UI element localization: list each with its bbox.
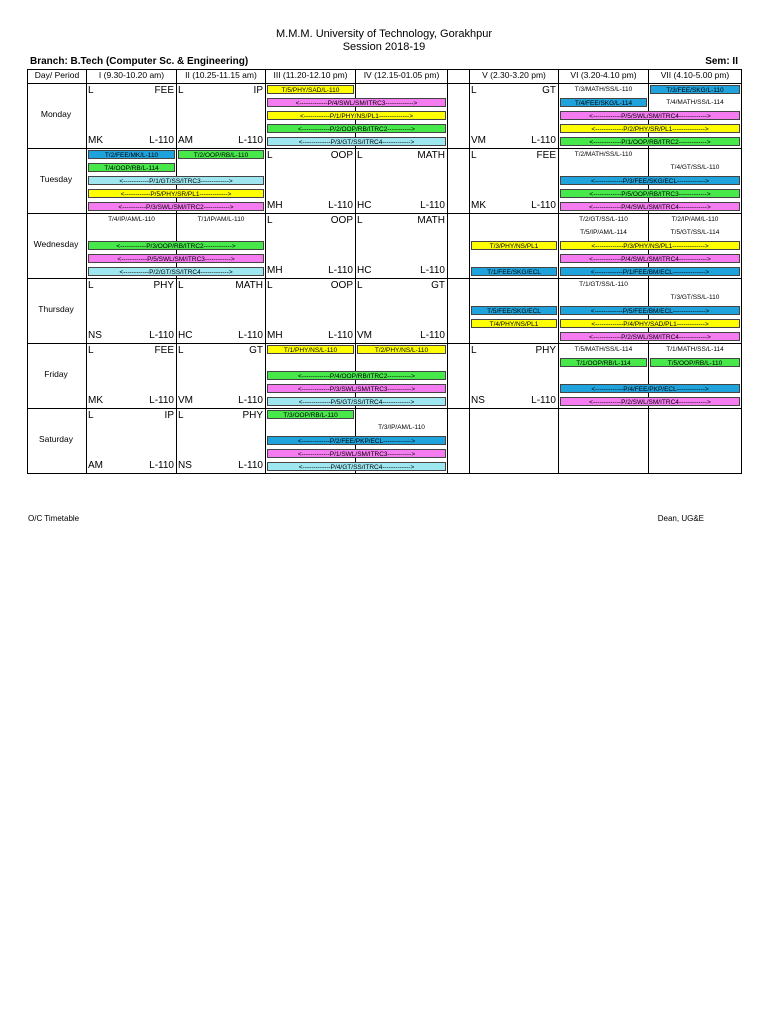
- lecture-room: L-110: [531, 200, 556, 211]
- period-header: VI (3.20-4.10 pm): [558, 69, 648, 82]
- tutorial-slot: T/3/PHY/NS/PL1: [471, 241, 557, 250]
- lecture-type: L: [88, 345, 94, 356]
- lecture-room: L-110: [238, 395, 263, 406]
- grid-line: [558, 69, 559, 473]
- period-header: V (2.30-3.20 pm): [469, 69, 558, 82]
- practical-slot: <-------------P/3/GT/SS/ITRC4------------->: [267, 137, 446, 146]
- grid-line: [86, 69, 87, 473]
- practical-slot: <-----------P/3/SWL/SM/ITRC2------------>: [88, 202, 264, 211]
- tutorial-slot: T/2/FEE/MK/L-110: [88, 150, 175, 159]
- lecture-subject: FEE: [154, 345, 174, 356]
- period-header: IV (12.15-01.05 pm): [355, 69, 447, 82]
- lecture-subject: IP: [253, 85, 263, 96]
- tutorial-slot: T/1/GT/SS/L-110: [579, 281, 628, 288]
- tutorial-slot: T/2/IP/AM/L-110: [671, 216, 719, 223]
- practical-slot: <-------------P/4/SWL/SM/ITRC3------------->: [267, 98, 446, 107]
- tutorial-slot: T/5/PHY/SAD/L-110: [267, 85, 354, 94]
- day-label: Thursday: [38, 304, 74, 314]
- lecture-teacher: MH: [267, 330, 283, 341]
- day-label: Wednesday: [33, 239, 79, 249]
- lecture-room: L-110: [149, 330, 174, 341]
- lecture-teacher: MH: [267, 200, 283, 211]
- lecture-room: L-110: [238, 135, 263, 146]
- tutorial-slot: T/5/GT/SS/L-114: [670, 229, 720, 236]
- practical-slot: <-------------P/2/OOP/RB/ITRC2----------->: [267, 124, 446, 133]
- day-label: Monday: [40, 109, 72, 119]
- practical-slot: <------------P/2/GT/SS/ITRC4------------->: [88, 267, 264, 276]
- lecture-teacher: MK: [88, 135, 103, 146]
- period-header: I (9.30-10.20 am): [86, 69, 176, 82]
- practical-slot: <-------------P/1/SWL/SM/ITRC3----------->: [267, 449, 446, 458]
- grid-line: [27, 408, 742, 409]
- practical-slot: <-------------P/3/PHY/NS/PL1--------------->: [560, 241, 740, 250]
- practical-slot: <-------------P/5/OOP/RB/ITRC3------------->: [560, 189, 740, 198]
- practical-slot: T/4/OOP/RB/L-114: [88, 163, 175, 172]
- lecture-teacher: AM: [178, 135, 193, 146]
- lecture-subject: PHY: [535, 345, 556, 356]
- lecture-type: L: [178, 85, 184, 96]
- tutorial-slot: T/2/GT/SS/L-110: [579, 216, 628, 223]
- lecture-teacher: NS: [88, 330, 102, 341]
- lecture-room: L-110: [328, 330, 353, 341]
- lecture-type: L: [267, 215, 273, 226]
- lecture-subject: GT: [431, 280, 445, 291]
- practical-slot: <-------------P/4/OOP/RB/ITRC2----------->: [267, 371, 446, 380]
- lecture-subject: FEE: [154, 85, 174, 96]
- tutorial-slot: T/3/IP/AM/L-110: [378, 424, 425, 431]
- practical-slot: <------------P/5/SWL/SM/ITRC3------------>: [88, 254, 264, 263]
- grid-line: [741, 69, 742, 473]
- practical-slot: T/1/OOP/RB/L-114: [560, 358, 647, 367]
- grid-line: [27, 83, 742, 84]
- lecture-type: L: [471, 345, 477, 356]
- period-header: Day/ Period: [27, 69, 86, 82]
- practical-slot: <------------P/1/GT/SS/ITRC3------------->: [88, 176, 264, 185]
- lecture-teacher: NS: [178, 460, 192, 471]
- lecture-room: L-110: [328, 200, 353, 211]
- practical-slot: <-------------P/2/FEE/PKP/ECL------------->: [267, 436, 446, 445]
- session-label: Session 2018-19: [342, 41, 426, 53]
- practical-slot: <------------P/1/PHY/NS/PL1-------------->: [267, 111, 446, 120]
- lecture-subject: PHY: [242, 410, 263, 421]
- practical-slot: <-------------P/4/PHY/SAD/PL1------------->: [560, 319, 740, 328]
- tutorial-slot: T/5/IP/AM/L-114: [580, 229, 627, 236]
- period-header: [447, 69, 469, 82]
- lecture-subject: GT: [249, 345, 263, 356]
- tutorial-slot: T/4/GT/SS/L-110: [670, 164, 720, 171]
- day-label: Tuesday: [39, 174, 73, 184]
- lecture-type: L: [471, 150, 477, 161]
- lecture-type: L: [471, 85, 477, 96]
- footer-right: Dean, UG&E: [657, 514, 704, 523]
- lecture-subject: OOP: [330, 280, 353, 291]
- lecture-room: L-110: [149, 395, 174, 406]
- grid-line: [27, 473, 742, 474]
- practical-slot: <-------------P/2/SWL/SM/ITRC4------------->: [560, 397, 740, 406]
- lecture-teacher: HC: [357, 265, 372, 276]
- tutorial-slot: T/3/GT/SS/L-110: [670, 294, 720, 301]
- period-header: III (11.20-12.10 pm): [265, 69, 355, 82]
- tutorial-slot: T/1/PHY/NS/L-110: [267, 345, 354, 354]
- lecture-room: L-110: [149, 135, 174, 146]
- practical-slot: <-------------P/5/GT/SS/ITRC4------------->: [267, 397, 446, 406]
- lecture-type: L: [178, 345, 184, 356]
- practical-slot: <-------------P/4/FEE/PKP/ECL------------->: [560, 384, 740, 393]
- grid-line: [27, 278, 742, 279]
- day-label: Friday: [44, 369, 68, 379]
- practical-slot: <-------------P/1/FEE/BM/ECL--------------->: [560, 267, 740, 276]
- tutorial-slot: T/4/MATH/SS/L-114: [666, 99, 724, 106]
- lecture-room: L-110: [238, 460, 263, 471]
- lecture-type: L: [88, 280, 94, 291]
- sem-label: Sem: II: [705, 56, 738, 67]
- tutorial-slot: T/4/PHY/NS/PL1: [471, 319, 557, 328]
- practical-slot: <-------------P/5/SWL/SM/ITRC4------------->: [560, 111, 740, 120]
- lecture-subject: FEE: [536, 150, 556, 161]
- tutorial-slot: T/2/PHY/NS/L-110: [357, 345, 446, 354]
- lecture-type: L: [357, 280, 363, 291]
- lecture-teacher: VM: [357, 330, 372, 341]
- lecture-teacher: MH: [267, 265, 283, 276]
- lecture-subject: PHY: [153, 280, 174, 291]
- grid-line: [27, 69, 742, 70]
- lecture-teacher: HC: [178, 330, 193, 341]
- tutorial-slot: T/5/FEE/SKG/ECL: [471, 306, 557, 315]
- tutorial-slot: T/3/MATH/SS/L-110: [574, 86, 633, 93]
- period-header: II (10.25-11.15 am): [176, 69, 265, 82]
- practical-slot: <-------------P/4/SWL/SM/ITRC4------------->: [560, 202, 740, 211]
- lecture-type: L: [88, 85, 94, 96]
- lecture-teacher: HC: [357, 200, 372, 211]
- lecture-teacher: NS: [471, 395, 485, 406]
- practical-slot: T/3/OOP/RB/L-110: [267, 410, 354, 419]
- practical-slot: <------------P/3/OOP/RB/ITRC2------------->: [88, 241, 264, 250]
- lecture-subject: IP: [164, 410, 174, 421]
- tutorial-slot: T/2/MATH/SS/L-110: [574, 151, 633, 158]
- lecture-subject: MATH: [417, 215, 445, 226]
- practical-slot: <-------------P/5/FEE/BM/ECL--------------->: [560, 306, 740, 315]
- lecture-type: L: [267, 280, 273, 291]
- tutorial-slot: T/3/FEE/SKG/L-110: [650, 85, 740, 94]
- grid-line: [265, 69, 266, 473]
- tutorial-slot: T/1/MATH/SS/L-114: [666, 346, 724, 353]
- lecture-type: L: [357, 215, 363, 226]
- lecture-teacher: MK: [471, 200, 486, 211]
- practical-slot: <-------------P/3/FEE/SKG/ECL------------->: [560, 176, 740, 185]
- lecture-room: L-110: [420, 330, 445, 341]
- branch-label: Branch: B.Tech (Computer Sc. & Engineering): [30, 56, 249, 67]
- lecture-subject: MATH: [417, 150, 445, 161]
- grid-line: [469, 69, 470, 473]
- practical-slot: <-------------P/3/SWL/SM/ITRC3----------->: [267, 384, 446, 393]
- tutorial-slot: T/4/IP/AM/L-110: [108, 216, 155, 223]
- lecture-subject: OOP: [330, 215, 353, 226]
- lecture-room: L-110: [420, 265, 445, 276]
- grid-line: [27, 343, 742, 344]
- lecture-type: L: [178, 410, 184, 421]
- lecture-teacher: MK: [88, 395, 103, 406]
- period-header: VII (4.10-5.00 pm): [648, 69, 741, 82]
- lecture-room: L-110: [328, 265, 353, 276]
- university-name: M.M.M. University of Technology, Gorakhpur: [275, 28, 492, 40]
- lecture-subject: GT: [542, 85, 556, 96]
- lecture-room: L-110: [238, 330, 263, 341]
- lecture-teacher: VM: [178, 395, 193, 406]
- footer-left: O/C Timetable: [28, 514, 80, 523]
- practical-slot: T/2/OOP/RB/L-110: [178, 150, 264, 159]
- tutorial-slot: T/5/MATH/SS/L-114: [574, 346, 633, 353]
- lecture-type: L: [357, 150, 363, 161]
- practical-slot: <-------------P/4/GT/SS/ITRC4------------->: [267, 462, 446, 471]
- lecture-room: L-110: [531, 135, 556, 146]
- practical-slot: <------------P/5/PHY/SR/PL1------------->: [88, 189, 264, 198]
- lecture-subject: MATH: [235, 280, 263, 291]
- practical-slot: <-------------P/4/SWL/SM/ITRC4------------->: [560, 254, 740, 263]
- practical-slot: T/5/OOP/RB/L-110: [650, 358, 740, 367]
- day-label: Saturday: [38, 434, 74, 444]
- lecture-room: L-110: [531, 395, 556, 406]
- lecture-room: L-110: [149, 460, 174, 471]
- grid-line: [27, 213, 742, 214]
- lecture-type: L: [178, 280, 184, 291]
- lecture-type: L: [267, 150, 273, 161]
- grid-line: [27, 148, 742, 149]
- lecture-teacher: VM: [471, 135, 486, 146]
- practical-slot: <-------------P/2/PHY/SR/PL1--------------->: [560, 124, 740, 133]
- lecture-type: L: [88, 410, 94, 421]
- grid-line: [27, 69, 28, 473]
- lecture-teacher: AM: [88, 460, 103, 471]
- practical-slot: <-------------P/1/OOP/RB/ITRC2------------->: [560, 137, 740, 146]
- grid-line: [447, 69, 448, 473]
- practical-slot: <-------------P/2/SWL/SM/ITRC4------------->: [560, 332, 740, 341]
- lecture-subject: OOP: [330, 150, 353, 161]
- tutorial-slot: T/1/FEE/SKG/ECL: [471, 267, 557, 276]
- lecture-room: L-110: [420, 200, 445, 211]
- tutorial-slot: T/1/IP/AM/L-110: [197, 216, 245, 223]
- tutorial-slot: T/4/FEE/SKG/L-114: [560, 98, 647, 107]
